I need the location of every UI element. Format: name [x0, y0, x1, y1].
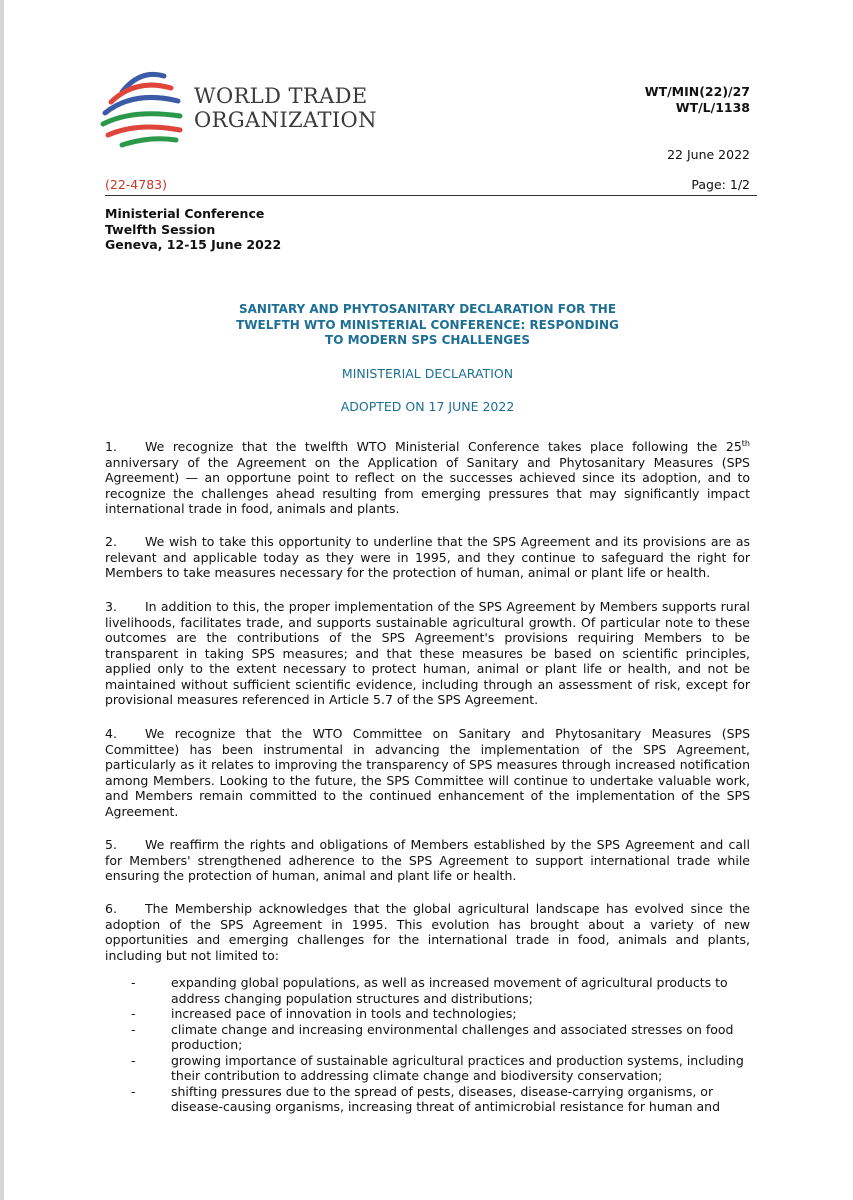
challenges-list [105, 975, 750, 1115]
bullet-dash: - [131, 1083, 136, 1099]
paragraph-number: 3. [105, 599, 117, 614]
list-item-text: climate change and increasing environmental challenges and associated stresses on food production; [171, 1021, 734, 1052]
paragraph-3 [105, 599, 750, 708]
paragraph-text: We reaffirm the rights and obligations of Members established by the SPS Agreement and call for Members' strengthened adherence to the SPS Agreement to support international trade while ensuring the protection of human, animal and plant life or health. [105, 837, 750, 883]
document-number: (22-4783) [105, 177, 167, 192]
superscript-th: th [741, 438, 750, 448]
paragraph-text: In addition to this, the proper implementation of the SPS Agreement by Members supports rural livelihoods, facilitates trade, and supports sustainable agricultural growth. Of particular note to these outcomes are the contributions of the SPS Agreement's provisions requiring Members to be transparent in taking SPS measures; and that these measures be based on scientific principles, applied only to the extent necessary to protect human, animal or plant life or health, and not be maintained without sufficient scientific evidence, including through an assessment of risk, except for provisional measures referenced in Article 5.7 of the SPS Agreement. [105, 599, 750, 707]
bullet-dash: - [131, 975, 136, 990]
paragraph-text-a: We recognize that the twelfth WTO Ministerial Conference takes place following the 25 [145, 439, 742, 454]
list-item-text: expanding global populations, as well as increased movement of agricultural products to address changing population structures and distributions; [171, 975, 728, 1006]
conference-line1: Ministerial Conference [105, 206, 265, 221]
list-item [105, 1006, 750, 1022]
symbol-min: WT/MIN(22)/27 [644, 84, 750, 99]
bullet-dash: - [131, 1021, 136, 1037]
paragraph-number: 4. [105, 726, 117, 741]
declaration-title [105, 302, 750, 349]
symbol-l: WT/L/1138 [675, 100, 750, 115]
paragraph-4 [105, 726, 750, 819]
paragraph-text: The Membership acknowledges that the global agricultural landscape has evolved since the adoption of the SPS Agreement in 1995. This evolution has brought about a variety of new opportunities and emerging challenges for the international trade in food, animals and plants, including but not limited to: [105, 901, 750, 963]
paragraph-1 [105, 439, 750, 517]
bullet-dash: - [131, 1052, 136, 1068]
conference-line2: Twelfth Session [105, 221, 216, 237]
page-number: Page: 1/2 [691, 177, 750, 192]
paragraph-number: 2. [105, 534, 117, 549]
subtitle-adopted: ADOPTED ON 17 JUNE 2022 [340, 399, 515, 414]
paragraph-6 [105, 901, 750, 963]
paragraph-text: We recognize that the WTO Committee on Sanitary and Phytosanitary Measures (SPS Committee) has been instrumental in advancing the implementation of the SPS Agreement, particularly as it relates to improving the transparency of SPS measures through increased notification among Members. Looking to the future, the SPS Committee will continue to undertake valuable work, and Members remain committed to the continued enhancement of the implementation of the SPS Agreement. [105, 726, 750, 819]
document-symbols [645, 84, 750, 116]
bullet-dash: - [131, 1006, 136, 1021]
paragraph-5 [105, 837, 750, 884]
title-line2: TWELFTH WTO MINISTERIAL CONFERENCE: RESPONDING [236, 317, 619, 332]
conference-line3: Geneva, 12-15 June 2022 [105, 237, 282, 252]
list-item [105, 1022, 750, 1053]
subtitle-declaration: MINISTERIAL DECLARATION [341, 366, 514, 381]
paragraph-text-b: anniversary of the Agreement on the Application of Sanitary and Phytosanitary Measures (SPS Agreement) — an opportune point to reflect on the successes achieved since its adoption, and to recognize the challenges ahead resulting from emerging pressures that may significantly impact international trade in food, animals and plants. [105, 454, 750, 516]
list-item [105, 975, 750, 1006]
conference-info [105, 206, 281, 253]
paragraph-text: We wish to take this opportunity to underline that the SPS Agreement and its provisions are as relevant and applicable today as they were in 1995, and they continue to safeguard the right for Members to take measures necessary for the protection of human, animal or plant life or health. [105, 534, 750, 580]
org-name-line2: ORGANIZATION [194, 108, 377, 132]
list-item-text: growing importance of sustainable agricultural practices and production systems, including their contribution to addressing climate change and biodiversity conservation; [171, 1052, 744, 1083]
org-name-line1: WORLD TRADE [194, 84, 368, 108]
wto-logo-icon [96, 66, 191, 150]
list-item-text: increased pace of innovation in tools and technologies; [171, 1006, 517, 1021]
paragraph-number: 6. [105, 901, 117, 916]
title-line1: SANITARY AND PHYTOSANITARY DECLARATION FOR THE [238, 302, 617, 316]
header-divider [105, 195, 757, 196]
document-date: 22 June 2022 [667, 147, 750, 162]
paragraph-number: 5. [105, 837, 117, 852]
organization-name [194, 84, 377, 132]
paragraph-number: 1. [105, 439, 117, 454]
paragraph-2 [105, 534, 750, 581]
list-item [105, 1084, 750, 1115]
title-line3: TO MODERN SPS CHALLENGES [325, 333, 530, 347]
list-item [105, 1053, 750, 1084]
list-item-text: shifting pressures due to the spread of pests, diseases, disease-carrying organisms, or disease-causing organisms, increasing threat of antimicrobial resistance for human and [171, 1083, 721, 1114]
